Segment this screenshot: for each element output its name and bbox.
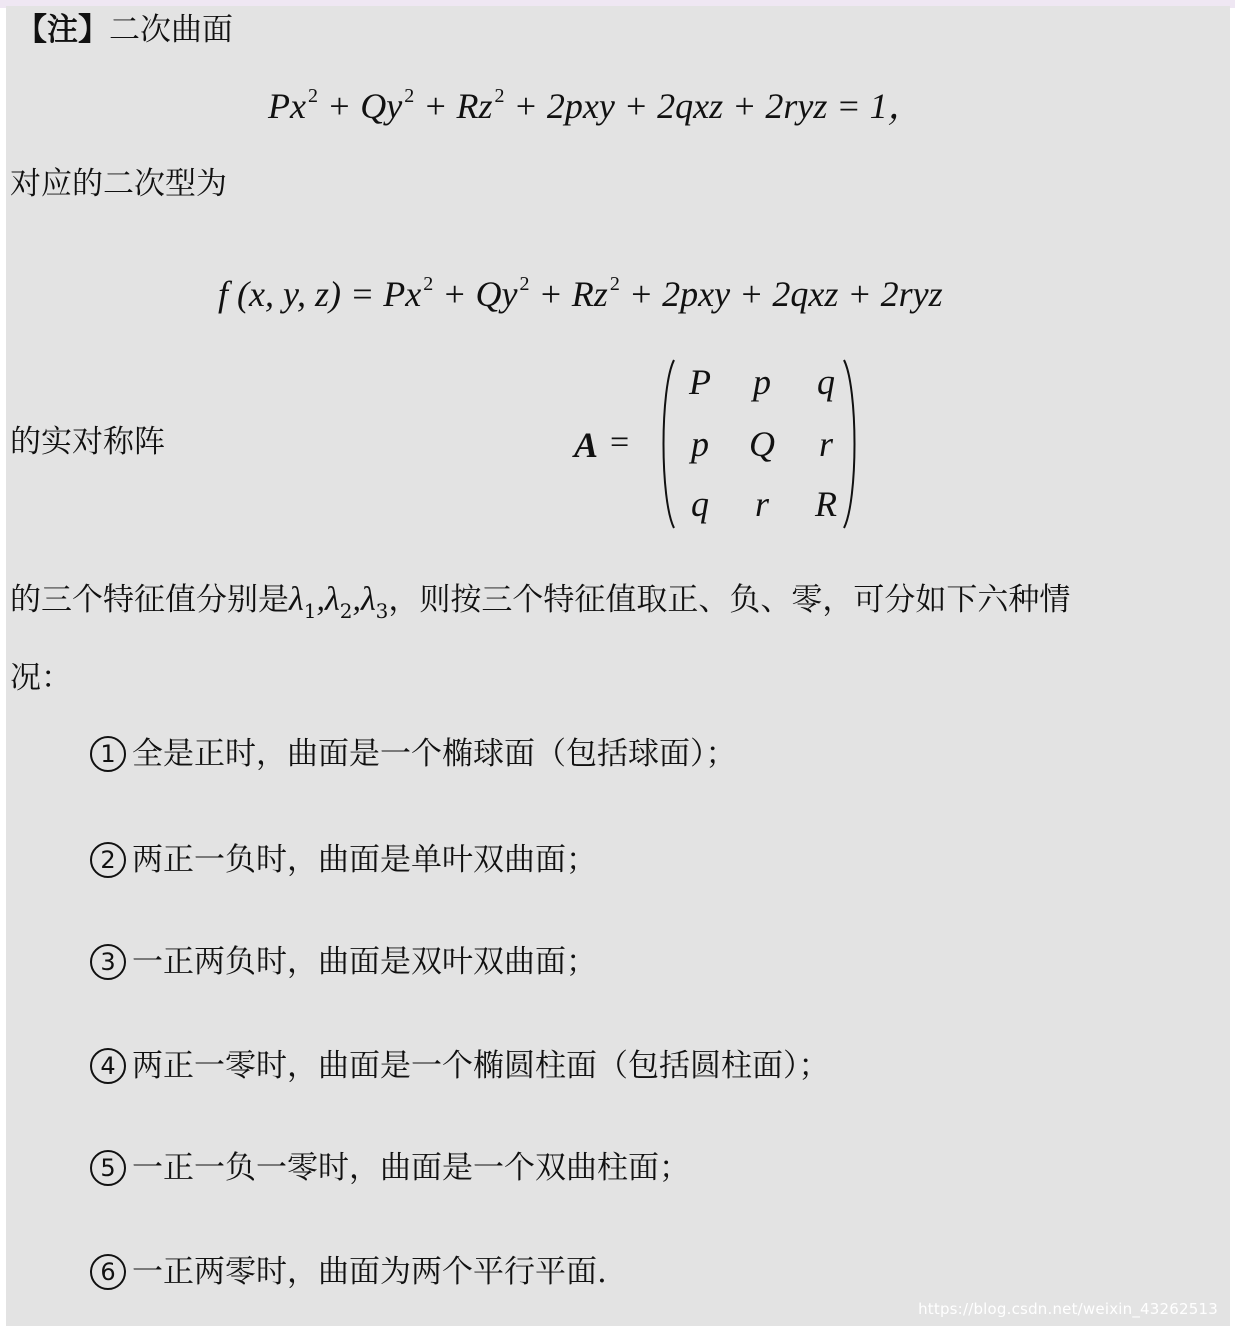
matrix-a [574, 358, 864, 534]
eq2-tail: + 2pxy + 2qxz + 2ryz [619, 274, 943, 314]
matrix-equals: = [610, 424, 630, 461]
lambda-symbol: λ [324, 581, 340, 618]
circled-number: 1 [90, 736, 126, 772]
lambda-sub: 3 [375, 599, 389, 623]
circled-number: 3 [90, 944, 126, 980]
eq1-term-rz: + Rz [414, 86, 493, 126]
list-item [90, 942, 597, 982]
circled-number: 6 [90, 1254, 126, 1290]
eq1-exp-x: 2 [307, 85, 318, 107]
matrix-cell: r [818, 424, 833, 464]
eq2-lhs: f (x, y, z) = [218, 274, 384, 314]
list-item [90, 1252, 607, 1292]
matrix-label: A [574, 425, 599, 465]
document-page [6, 6, 1230, 1326]
surface-equation [268, 86, 924, 132]
matrix-cell: p [753, 362, 771, 402]
right-paren-icon [842, 358, 860, 530]
eigenvalue-sentence [10, 582, 1070, 621]
lambda-symbol: λ [289, 581, 304, 618]
matrix-cell: R [815, 484, 837, 524]
circled-number: 2 [90, 842, 126, 878]
eigen-prefix: 的三个特征值分别是 [10, 582, 289, 618]
separator: , [316, 581, 325, 618]
note-title: 二次曲面 [109, 12, 233, 48]
note-bracket-label: 【注】 [16, 12, 109, 48]
eq2-exp-x: 2 [423, 273, 434, 295]
list-item-text: 两正一负时，曲面是单叶双曲面； [132, 842, 597, 878]
list-item [90, 734, 737, 774]
list-item [90, 840, 597, 880]
list-item-text: 一正两负时，曲面是双叶双曲面； [132, 944, 597, 980]
eq2-term-rz: + Rz [529, 274, 608, 314]
eq1-term-qy: + Qy [317, 86, 403, 126]
list-item-text: 两正一零时，曲面是一个椭圆柱面（包括圆柱面）； [132, 1048, 830, 1084]
eq2-term-px: Px [383, 274, 422, 314]
symmetric-matrix-text: 的实对称阵 [10, 424, 165, 460]
circled-number: 5 [90, 1150, 126, 1186]
matrix-cell: q [691, 484, 709, 524]
list-item [90, 1046, 830, 1086]
cases-text: 况： [10, 660, 72, 696]
eq2-exp-y: 2 [519, 273, 530, 295]
eq2-exp-z: 2 [609, 273, 620, 295]
circled-number: 4 [90, 1048, 126, 1084]
lambda-symbol: λ [360, 581, 376, 618]
separator: , [352, 581, 361, 618]
eigen-suffix: ，则按三个特征值取正、负、零，可分如下六种情 [388, 582, 1071, 618]
eq1-term-px: Px [268, 86, 306, 126]
eq2-term-qy: + Qy [433, 274, 518, 314]
eq1-tail: + 2pxy + 2qxz + 2ryz = 1， [504, 86, 924, 126]
matrix-cell: p [691, 424, 709, 464]
eq1-exp-z: 2 [494, 85, 505, 107]
list-item-text: 一正一负一零时，曲面是一个双曲柱面； [132, 1150, 690, 1186]
list-item-text: 一正两零时，曲面为两个平行平面. [132, 1254, 607, 1290]
eq1-exp-y: 2 [404, 85, 415, 107]
watermark: https://blog.csdn.net/weixin_43262513 [918, 1300, 1218, 1318]
lambda-sub: 2 [339, 599, 353, 623]
note-heading [16, 12, 233, 48]
lambda-sub: 1 [303, 599, 317, 623]
matrix-cell: Q [749, 424, 775, 464]
list-item [90, 1148, 690, 1188]
list-item-text: 全是正时，曲面是一个椭球面（包括球面）； [132, 736, 737, 772]
quadratic-form-text: 对应的二次型为 [10, 166, 227, 202]
quadratic-form-equation [218, 274, 943, 320]
matrix-cell: r [754, 484, 769, 524]
matrix-cell: P [689, 362, 711, 402]
matrix-cell: q [817, 362, 835, 402]
